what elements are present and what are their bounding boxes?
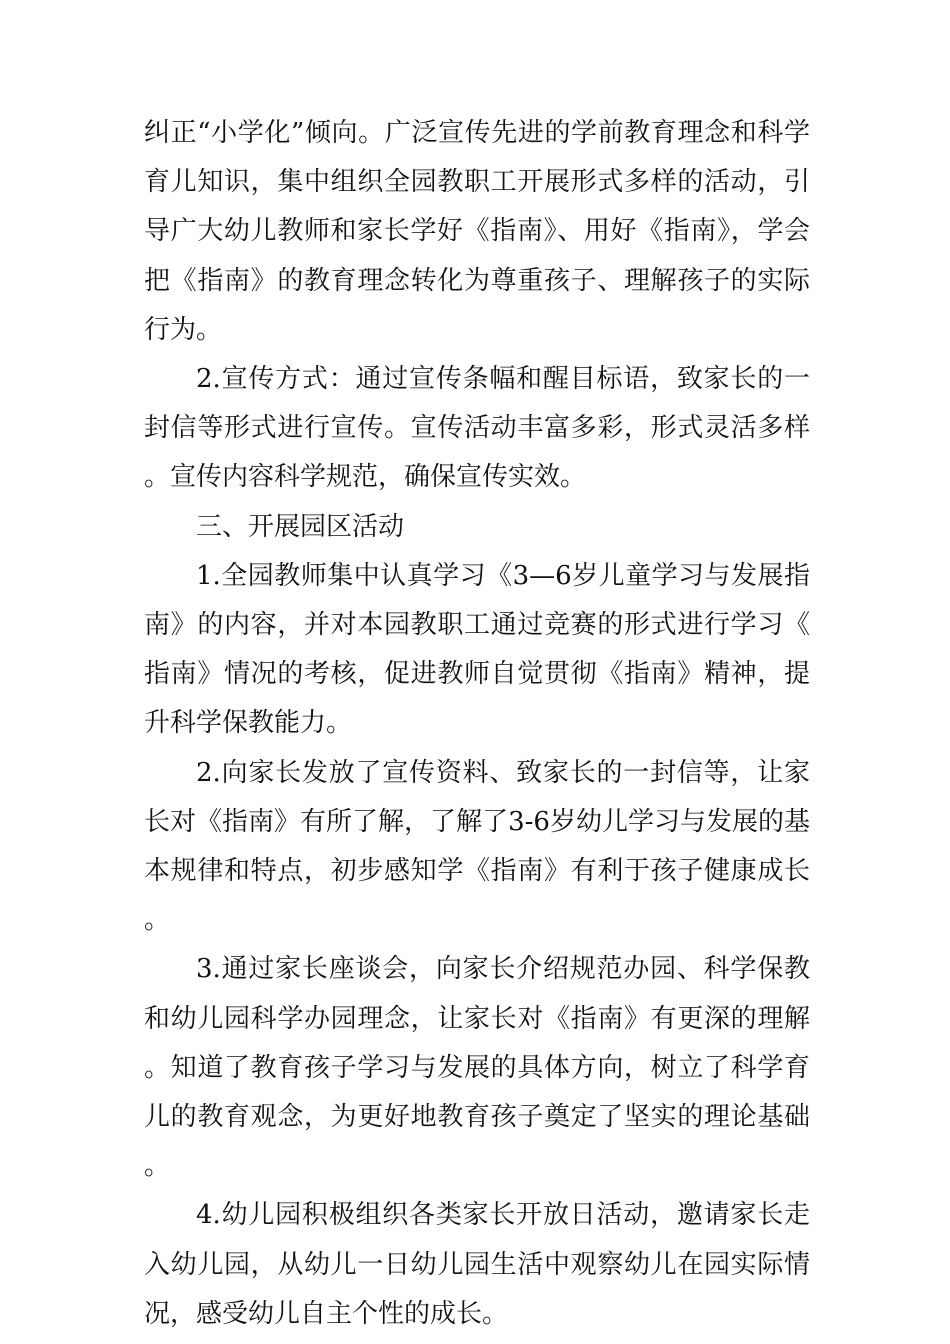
paragraph-parent-materials: 2.向家长发放了宣传资料、致家长的一封信等，让家长对《指南》有所了解，了解了3-6岁幼儿学习与发展的基本规律和特点，初步感知学《指南》有利于孩子健康成长。 [144, 757, 810, 936]
paragraph-publicity-method: 2.宣传方式：通过宣传条幅和醒目标语，致家长的一封信等形式进行宣传。宣传活动丰富多彩，形式灵活多样。宣传内容科学规范，确保宣传实效。 [144, 364, 810, 493]
paragraph-open-day: 4.幼儿园积极组织各类家长开放日活动，邀请家长走入幼儿园，从幼儿一日幼儿园生活中观察幼儿在园实际情况，感受幼儿自主个性的成长。 [144, 1200, 810, 1329]
section-heading-campus-activities: 三、开展园区活动 [196, 511, 405, 542]
paragraph-parent-meeting: 3.通过家长座谈会，向家长介绍规范办园、科学保教和幼儿园科学办园理念，让家长对《指南》有更深的理解。知道了教育孩子学习与发展的具体方向，树立了科学育儿的教育观念，为更好地教育孩子奠定了坚实的理论基础。 [144, 954, 810, 1182]
paragraph-intro-continuation: 纠正“小学化”倾向。广泛宣传先进的学前教育理念和科学育儿知识，集中组织全园教职工开展形式多样的活动，引导广大幼儿教师和家长学好《指南》、用好《指南》，学会把《指南》的教育理念转化为尊重孩子、理解孩子的实际行为。 [144, 118, 810, 345]
document-body [144, 109, 810, 1339]
paragraph-teacher-study: 1.全园教师集中认真学习《3—6岁儿童学习与发展指南》的内容，并对本园教职工通过竞赛的形式进行学习《指南》情况的考核，促进教师自觉贯彻《指南》精神，提升科学保教能力。 [144, 560, 810, 739]
